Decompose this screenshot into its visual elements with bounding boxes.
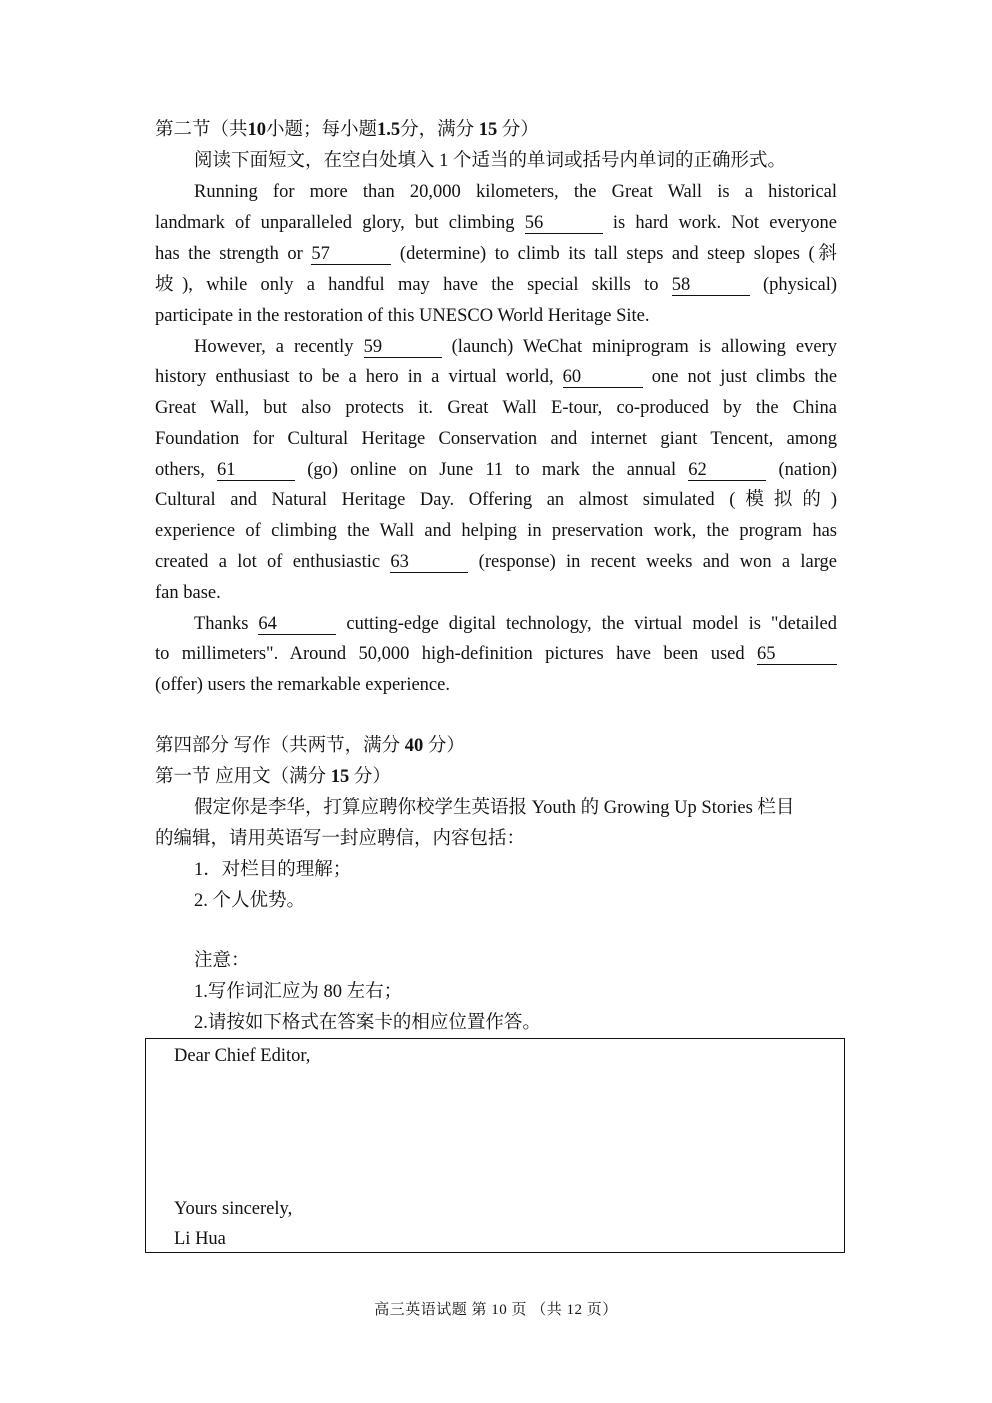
blank-57[interactable]: 57 <box>311 244 391 265</box>
part-4-header: 第四部分 写作（共两节，满分 40 分） <box>155 736 465 756</box>
blank-65[interactable]: 65 <box>757 644 837 665</box>
passage-line: history enthusiast to be a hero in a virtual world, 60 one not just climbs the <box>155 367 838 387</box>
passage-line: others, 61 (go) online on June 11 to mark the annual 62 (nation) <box>155 460 838 480</box>
passage-line: experience of climbing the Wall and helping in preservation work, the program has <box>155 521 837 541</box>
letter-closing: Yours sincerely, <box>174 1199 293 1219</box>
passage-line: participate in the restoration of this UNESCO World Heritage Site. <box>155 306 650 326</box>
blank-62[interactable]: 62 <box>688 460 766 481</box>
passage-line: to millimeters". Around 50,000 high-definition pictures have been used 65 <box>155 639 837 670</box>
part-4-subheader: 第一节 应用文（满分 15 分） <box>155 767 391 787</box>
passage-line: Thanks 64 cutting-edge digital technology, the virtual model is "detailed <box>194 614 837 634</box>
section-2-header: 第二节（共10小题；每小题1.5分，满分 15 分） <box>155 120 539 140</box>
letter-greeting: Dear Chief Editor, <box>174 1046 311 1066</box>
blank-59[interactable]: 59 <box>364 337 442 358</box>
passage-line: Great Wall, but also protects it. Great Wall E-tour, co-produced by the China <box>155 398 837 418</box>
writing-prompt: 假定你是李华，打算应聘你校学生英语报 Youth 的 Growing Up Stories 栏目 <box>194 798 795 818</box>
blank-60[interactable]: 60 <box>563 367 643 388</box>
note-title: 注意： <box>194 951 250 971</box>
blank-58[interactable]: 58 <box>672 275 750 296</box>
writing-prompt: 的编辑，请用英语写一封应聘信，内容包括： <box>155 829 526 849</box>
letter-answer-box[interactable] <box>145 1038 845 1253</box>
blank-56[interactable]: 56 <box>525 213 603 234</box>
note-item: 1.写作词汇应为 80 左右； <box>194 982 403 1002</box>
passage-line: Cultural and Natural Heritage Day. Offering an almost simulated (模拟的) <box>155 490 837 510</box>
blank-63[interactable]: 63 <box>390 552 468 573</box>
passage-line: (offer) users the remarkable experience. <box>155 675 450 695</box>
blank-64[interactable]: 64 <box>258 614 336 635</box>
passage-line: 坡), while only a handful may have the special skills to 58 (physical) <box>155 275 837 295</box>
blank-61[interactable]: 61 <box>217 460 295 481</box>
prompt-item: 2. 个人优势。 <box>194 891 306 911</box>
passage-line: landmark of unparalleled glory, but climbing 56 is hard work. Not everyone <box>155 213 838 233</box>
passage-line: However, a recently 59 (launch) WeChat miniprogram is allowing every <box>194 337 838 357</box>
passage-line: fan base. <box>155 583 221 603</box>
note-item: 2.请按如下格式在答案卡的相应位置作答。 <box>194 1013 541 1033</box>
passage-line: Foundation for Cultural Heritage Conservation and internet giant Tencent, among <box>155 429 837 449</box>
passage-line: Running for more than 20,000 kilometers, the Great Wall is a historical <box>194 182 837 202</box>
passage-line: has the strength or 57 (determine) to climb its tall steps and steep slopes (斜 <box>155 244 838 264</box>
letter-signature: Li Hua <box>174 1229 226 1249</box>
passage-line: created a lot of enthusiastic 63 (response) in recent weeks and won a large <box>155 552 838 572</box>
section-2-instruction: 阅读下面短文，在空白处填入 1 个适当的单词或括号内单词的正确形式。 <box>194 151 787 171</box>
page-footer: 高三英语试题 第 10 页 （共 12 页） <box>374 1302 618 1318</box>
prompt-item: 1．对栏目的理解； <box>194 860 352 880</box>
